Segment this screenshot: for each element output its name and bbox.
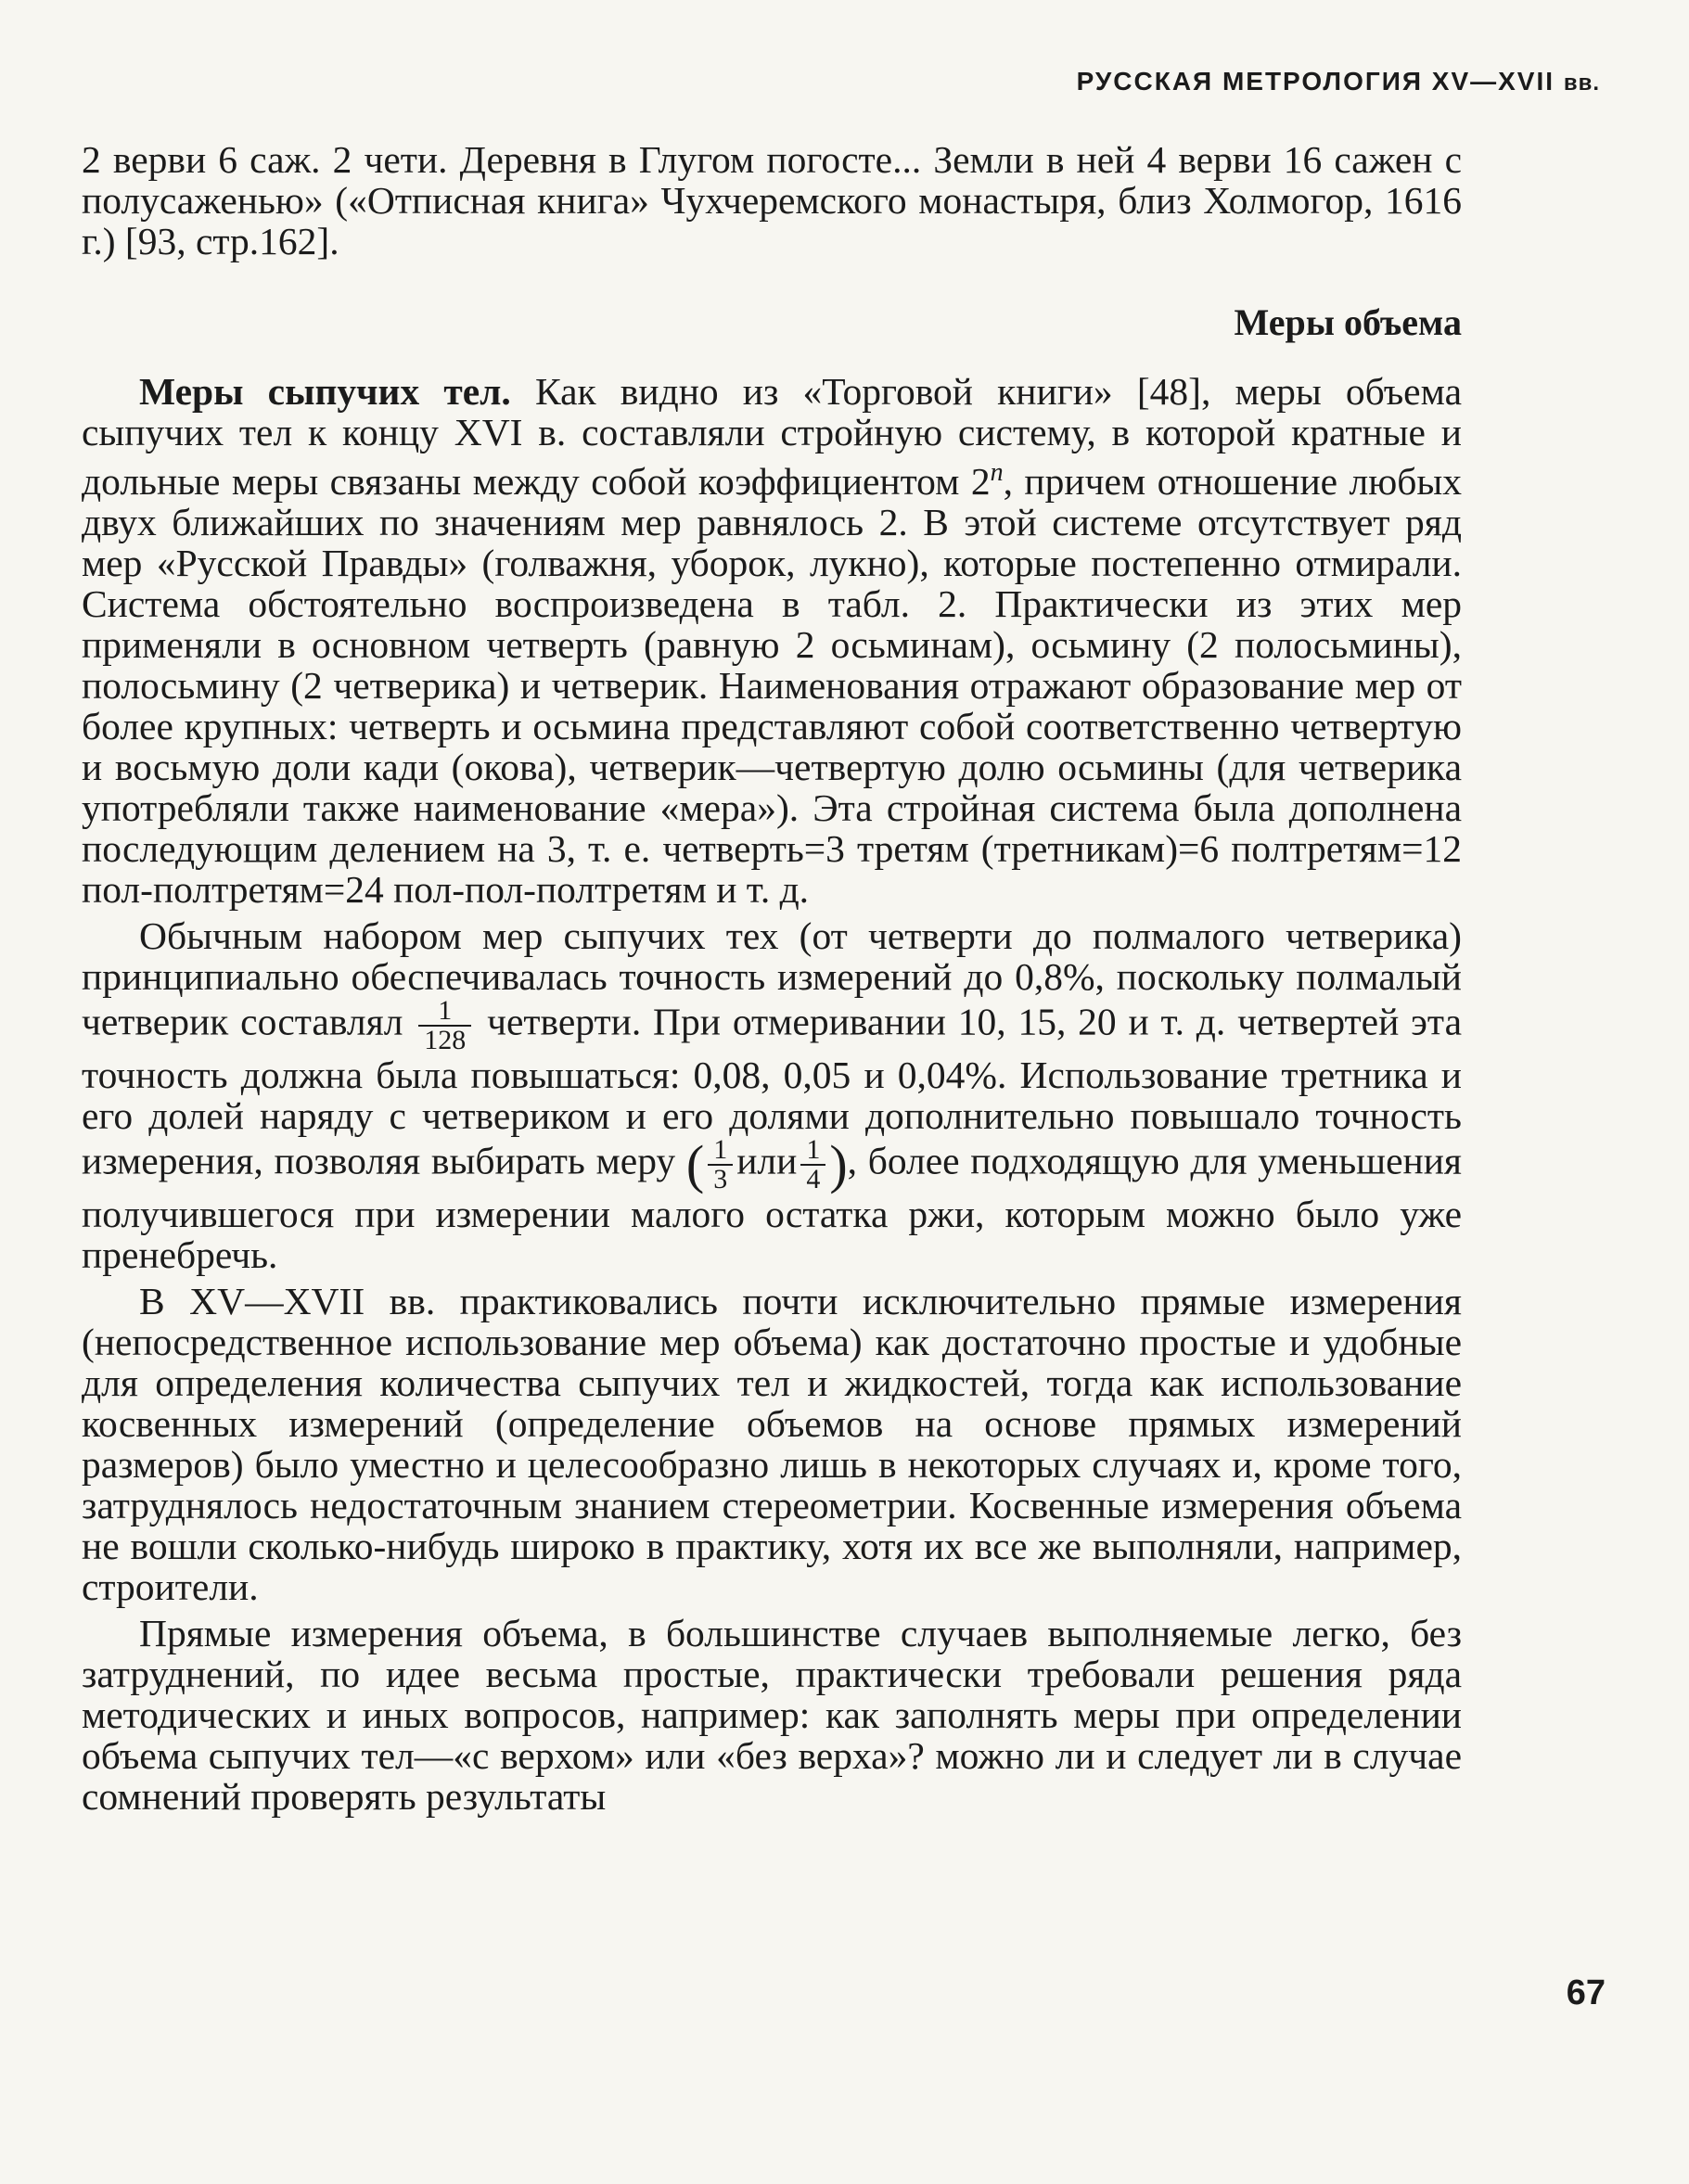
- paragraph-bulk-measures: [82, 371, 1462, 910]
- paragraph-text-cont: четверти. При отмеривании 10, 15, 20 и т. д. четвертей эта точность должна была повышаться: 0,08, 0,05 и 0,04%. Использование третника и его долей наряду с четвериком и его долями дополнительно повышало точность измерения, позволяя выбирать меру: [82, 1000, 1462, 1182]
- fraction-1-4: [800, 1133, 825, 1194]
- running-head-title: РУССКАЯ МЕТРОЛОГИЯ XV—XVII: [1076, 67, 1555, 96]
- paragraph-text-end: , более подходящую для уменьшения получившегося при измерении малого остатка ржи, которым можно было уже пренебречь.: [82, 1139, 1463, 1276]
- paragraph-text: Как видно из «Торговой книги» [48], меры объема сыпучих тел к концу XVI в. составляли стройную систему, в которой кратные и дольные меры связаны между собой коэффициентом 2: [82, 370, 1463, 503]
- running-head-suffix: вв.: [1563, 70, 1600, 96]
- section-title: Меры объема: [1234, 301, 1462, 343]
- open-paren: (: [685, 1133, 705, 1194]
- paragraph-volume-questions: Прямые измерения объема, в большинстве случаев выполняемые легко, без затруднений, по идее весьма простые, практически требовали решения ряда методических и иных вопросов, например: как заполнять меры при определении объема сыпучих тел—«с верхом» или «без верха»? можно ли и следует ли в случае сомнений проверять результаты: [82, 1611, 1462, 1818]
- paragraph-direct-measurements: В XV—XVII вв. практиковались почти исключительно прямые измерения (непосредственное использование мер объема) как достаточно простые и удобные для определения количества сыпучих тел и жидкостей, тогда как использование косвенных измерений (определение объемов на основе прямых измерений размеров) было уместно и целесообразно лишь в некоторых случаях и, кроме того, затруднялось недостаточным знанием стереометрии. Косвенные измерения объема не вошли сколько-нибудь широко в практику, хотя их все же выполняли, например, строители.: [82, 1279, 1462, 1608]
- fraction-numerator: 1: [713, 1133, 728, 1165]
- paragraph-text: Обычным набором мер сыпучих тех (от четверти до полмалого четверика) принципиально обеспечивалась точность измерений до 0,8%, поскольку полмалый четверик составлял: [82, 913, 1462, 1043]
- paragraph-precision: [82, 915, 1462, 1275]
- or-word: или: [736, 1139, 798, 1182]
- fraction-denominator: 3: [708, 1164, 733, 1194]
- fraction-numerator: 1: [438, 994, 453, 1026]
- exponent: n: [990, 458, 1004, 487]
- intro-paragraph: 2 верви 6 саж. 2 чети. Деревня в Глугом погосте... Земли в ней 4 верви 16 сажен с полусаженью» («Отписная книга» Чухчеремского монастыря, близ Холмогор, 1616 г.) [93, стр.162].: [82, 138, 1462, 262]
- fraction-denominator: 4: [800, 1164, 825, 1194]
- page-number: 67: [1566, 1973, 1606, 2012]
- running-head: [1077, 67, 1600, 96]
- fraction-denominator: 128: [418, 1025, 471, 1054]
- text-column: [82, 139, 1462, 1817]
- fraction-numerator: 1: [806, 1133, 821, 1165]
- paragraph-text-cont: , причем отношение любых двух ближайших по значениям мер равнялось 2. В этой системе отсутствует ряд мер «Русской Правды» (голважня, уборок, лукно), которые постепенно отмирали. Система обстоятельно воспроизведена в табл. 2. Практически из этих мер применяли в основном четверть (равную 2 осьминам), осьмину (2 полосьмины), полосьмину (2 четверика) и четверик. Наименования отражают образование мер от более крупных: четверть и осьмина представляют собой соответственно четвертую и восьмую доли кади (окова), четверик—четвертую долю осьмины (для четверика употребляли также наименование «мера»). Эта стройная система была дополнена последующим делением на 3, т. е. четверть=3 третям (третникам)=6 полтретям=12 пол-полтретям=24 пол-пол-полтретям и т. д.: [82, 459, 1462, 911]
- close-paren: ): [829, 1133, 848, 1194]
- paragraph-lead: Меры сыпучих тел.: [139, 370, 511, 413]
- fraction-1-3: [708, 1133, 733, 1194]
- fraction-1-128: [418, 994, 471, 1055]
